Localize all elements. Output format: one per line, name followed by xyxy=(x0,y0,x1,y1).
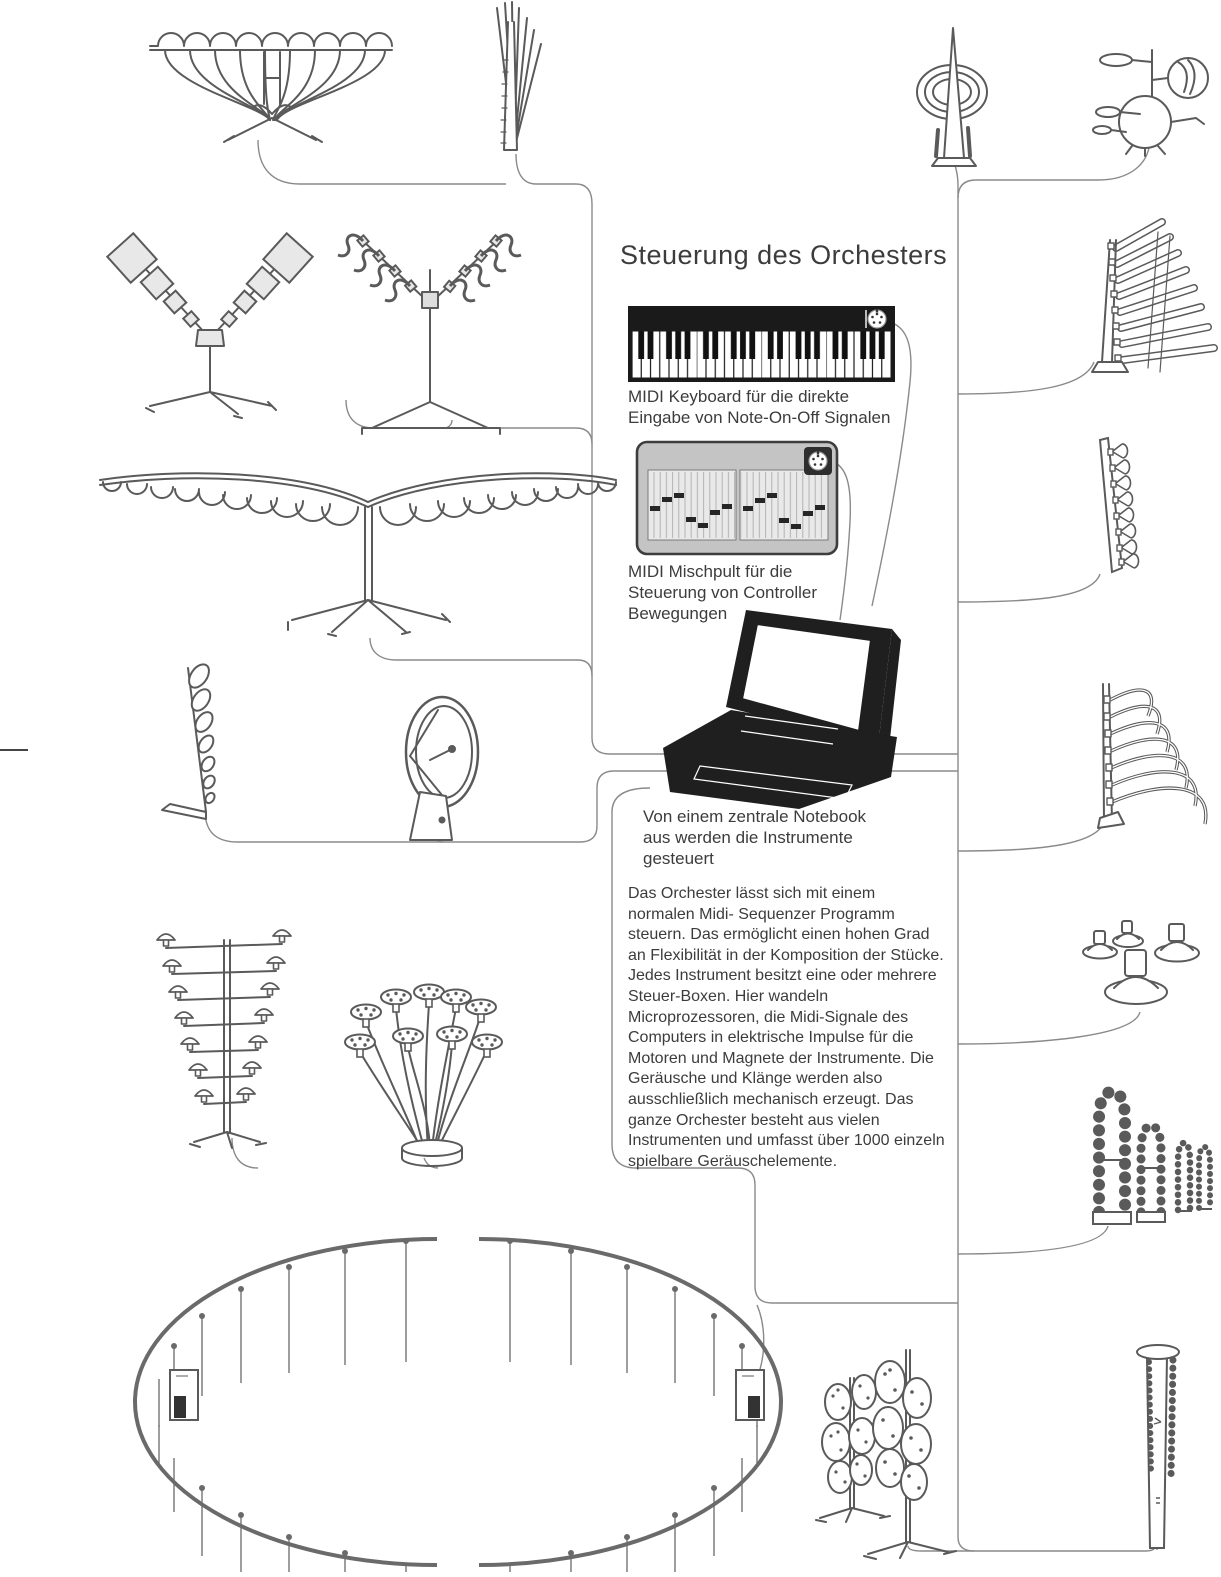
instrument-ring-ellipse xyxy=(135,1238,781,1572)
mixer-caption-line2: Steuerung von Controller xyxy=(628,583,818,602)
keyboard-caption-line1: MIDI Keyboard für die direkte xyxy=(628,387,850,406)
keyboard-caption xyxy=(628,386,890,428)
midi-mixer-illustration xyxy=(637,442,837,554)
control-box xyxy=(736,1370,764,1420)
notebook-caption-line1: Von einem zentrale Notebook xyxy=(643,807,867,826)
instrument-leaf-stalk xyxy=(162,661,217,819)
instrument-tambourine-trees xyxy=(816,1350,956,1559)
mixer-caption-line1: MIDI Mischpult für die xyxy=(628,562,793,581)
instrument-mushroom-rack xyxy=(157,930,291,1148)
midi-keyboard-illustration xyxy=(628,306,895,382)
notebook-caption xyxy=(643,806,866,869)
instrument-square-v-stand xyxy=(107,233,312,418)
mixer-caption xyxy=(628,561,817,624)
control-box xyxy=(170,1370,198,1420)
instrument-curve-comb xyxy=(1098,684,1206,828)
instrument-rod-fan xyxy=(497,2,541,150)
instrument-disc-gong xyxy=(406,697,478,840)
mixer-caption-line3: Bewegungen xyxy=(628,604,728,623)
instrument-hook-v-stand xyxy=(338,235,521,434)
instrument-suction-cups xyxy=(1083,921,1199,1004)
instrument-bead-shakers xyxy=(1093,1092,1212,1224)
instrument-bar-rack xyxy=(1092,222,1214,372)
instrument-flower-bouquet xyxy=(345,985,502,1167)
keyboard-caption-line2: Eingabe von Note-On-Off Signalen xyxy=(628,408,891,427)
instrument-bell-plank xyxy=(1100,438,1139,572)
instrument-spire-rings xyxy=(917,28,987,166)
notebook-computer-illustration xyxy=(663,610,901,809)
midi-din-icon xyxy=(868,310,886,329)
instrument-tube-bell-basket xyxy=(150,33,392,142)
midi-din-icon xyxy=(809,452,827,471)
instrument-bead-chain-tube xyxy=(1137,1345,1179,1548)
notebook-caption-line2: aus werden die Instrumente xyxy=(643,828,853,847)
notebook-caption-line3: gesteuert xyxy=(643,849,714,868)
instrument-scallop-wing xyxy=(100,473,616,636)
instrument-sphere-machine xyxy=(1093,50,1208,156)
page-title: Steuerung des Orchesters xyxy=(620,240,948,270)
description-paragraph: Das Orchester lässt sich mit einem normalen Midi- Sequenzer Programm steuern. Das ermöglicht einen hohen Grad an Flexibilität in der Komposition der Stücke. Jedes Instrument besitzt eine oder mehrere Steuer-Boxen. Hier wandeln Microprozessoren, die Midi-Signale des Computers in elektrische Impulse für die Motoren und Magnete der Instrumente. Die Geräusche und Klänge werden also ausschließlich mechanisch erzeugt. Das ganze Orchester besteht aus vielen Instrumenten und umfasst über 1000 einzeln spielbare Geräuschelemente. xyxy=(628,885,945,1170)
